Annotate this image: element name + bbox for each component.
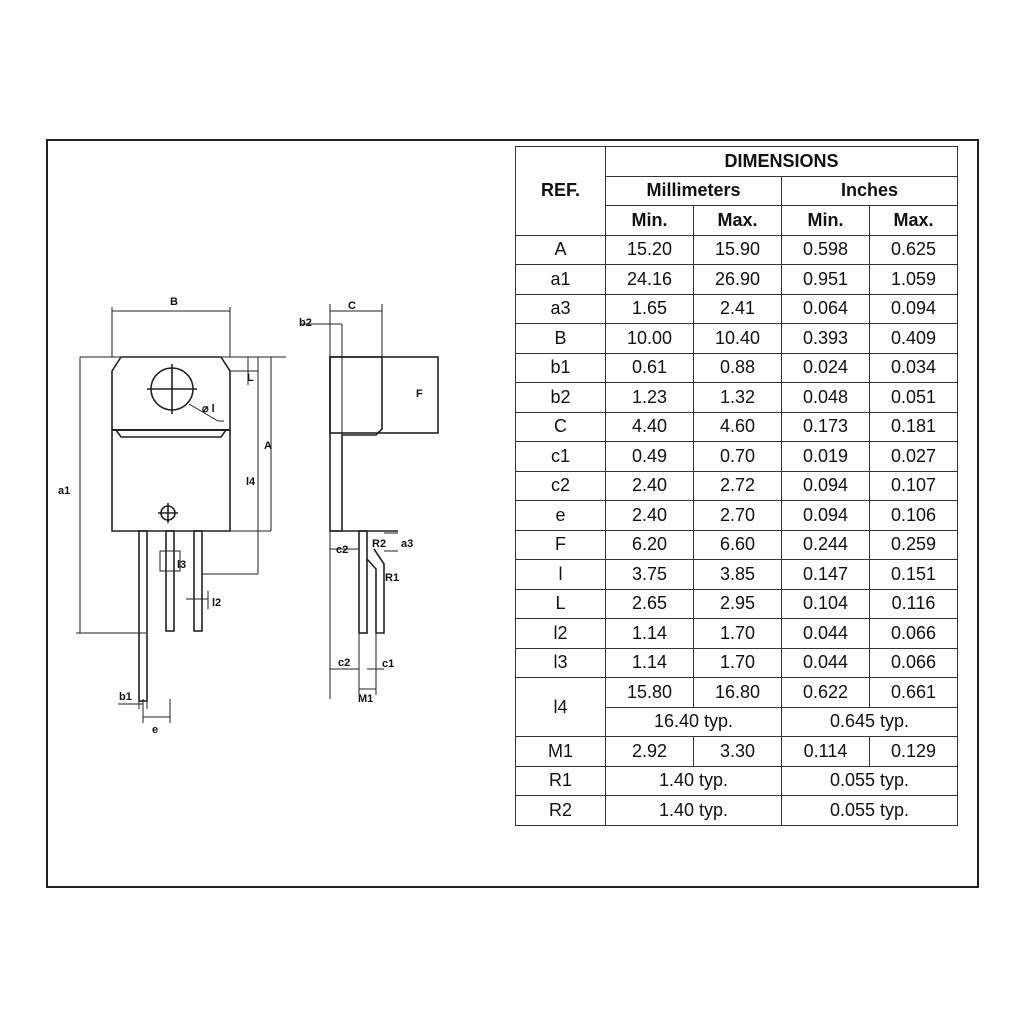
ref-cell: R2 <box>516 796 606 826</box>
table-row <box>516 412 958 442</box>
ref-cell: A <box>516 235 606 265</box>
table-row <box>516 501 958 531</box>
package-outline-svg <box>46 139 506 888</box>
in-max-cell: 0.107 <box>870 471 958 501</box>
side-lead-bend <box>367 549 384 633</box>
in-min-cell: 0.048 <box>782 383 870 413</box>
in-typ-cell: 0.645 typ. <box>782 707 958 737</box>
ref-cell: l2 <box>516 619 606 649</box>
in-max-cell: 0.661 <box>870 678 958 708</box>
in-min-cell: 0.147 <box>782 560 870 590</box>
mm-typ-cell: 16.40 typ. <box>606 707 782 737</box>
mm-min-cell: 4.40 <box>606 412 694 442</box>
in-min-cell: 0.104 <box>782 589 870 619</box>
label-L: L <box>247 372 254 384</box>
mm-max-cell: 4.60 <box>694 412 782 442</box>
in-min-cell: 0.622 <box>782 678 870 708</box>
table-row <box>516 324 958 354</box>
lead-center <box>166 531 174 631</box>
in-max-cell: 0.259 <box>870 530 958 560</box>
mm-max-cell: 2.72 <box>694 471 782 501</box>
in-min-cell: 0.114 <box>782 737 870 767</box>
in-max-cell: 0.066 <box>870 619 958 649</box>
in-min-cell: 0.019 <box>782 442 870 472</box>
mm-min-cell: 2.40 <box>606 471 694 501</box>
dimensions-table <box>515 146 958 826</box>
mm-max-cell: 1.32 <box>694 383 782 413</box>
in-min-cell: 0.598 <box>782 235 870 265</box>
table-row <box>516 796 958 826</box>
mm-max-cell: 16.80 <box>694 678 782 708</box>
in-max-header: Max. <box>870 206 958 236</box>
ref-cell: F <box>516 530 606 560</box>
label-A: A <box>264 440 272 452</box>
mm-max-cell: 0.88 <box>694 353 782 383</box>
mm-typ-cell: 1.40 typ. <box>606 766 782 796</box>
tab-outline <box>112 357 230 531</box>
mm-max-cell: 2.70 <box>694 501 782 531</box>
mm-min-cell: 1.14 <box>606 619 694 649</box>
label-l3: l3 <box>177 559 187 571</box>
side-lead <box>359 531 367 633</box>
table-row <box>516 678 958 708</box>
ref-cell: c1 <box>516 442 606 472</box>
ref-cell: l <box>516 560 606 590</box>
ref-cell: a3 <box>516 294 606 324</box>
ref-cell: b1 <box>516 353 606 383</box>
ref-cell: L <box>516 589 606 619</box>
mm-max-cell: 26.90 <box>694 265 782 295</box>
in-min-cell: 0.244 <box>782 530 870 560</box>
table-row <box>516 766 958 796</box>
table-row <box>516 619 958 649</box>
label-c2-bottom: c2 <box>338 657 351 669</box>
in-max-cell: 1.059 <box>870 265 958 295</box>
mm-max-cell: 3.85 <box>694 560 782 590</box>
in-min-cell: 0.173 <box>782 412 870 442</box>
in-max-cell: 0.027 <box>870 442 958 472</box>
table-row <box>516 265 958 295</box>
table-row <box>516 471 958 501</box>
label-diameter: ⌀ l <box>202 403 215 415</box>
table-row <box>516 294 958 324</box>
ref-cell: M1 <box>516 737 606 767</box>
label-R1: R1 <box>385 572 400 584</box>
label-c1: c1 <box>382 658 395 670</box>
ref-cell: C <box>516 412 606 442</box>
body-chamfer <box>116 430 226 437</box>
mm-max-cell: 15.90 <box>694 235 782 265</box>
in-min-cell: 0.024 <box>782 353 870 383</box>
label-a1: a1 <box>58 485 71 497</box>
label-R2: R2 <box>372 538 387 550</box>
mm-min-cell: 2.40 <box>606 501 694 531</box>
millimeters-header: Millimeters <box>606 176 782 206</box>
ref-cell: b2 <box>516 383 606 413</box>
label-C: C <box>348 300 356 312</box>
ref-cell: R1 <box>516 766 606 796</box>
table-row <box>516 442 958 472</box>
mm-min-cell: 15.20 <box>606 235 694 265</box>
ref-cell: c2 <box>516 471 606 501</box>
table-row <box>516 560 958 590</box>
inches-header: Inches <box>782 176 958 206</box>
ref-cell: l3 <box>516 648 606 678</box>
in-min-header: Min. <box>782 206 870 236</box>
in-min-cell: 0.064 <box>782 294 870 324</box>
in-max-cell: 0.094 <box>870 294 958 324</box>
mm-min-cell: 1.23 <box>606 383 694 413</box>
in-max-cell: 0.116 <box>870 589 958 619</box>
mm-min-cell: 0.61 <box>606 353 694 383</box>
mm-typ-cell: 1.40 typ. <box>606 796 782 826</box>
in-min-cell: 0.044 <box>782 619 870 649</box>
in-min-cell: 0.094 <box>782 501 870 531</box>
mm-min-cell: 15.80 <box>606 678 694 708</box>
in-min-cell: 0.094 <box>782 471 870 501</box>
mm-min-cell: 1.14 <box>606 648 694 678</box>
label-b1: b1 <box>119 691 132 703</box>
table-row <box>516 235 958 265</box>
mm-max-cell: 10.40 <box>694 324 782 354</box>
side-view-outline <box>330 357 382 531</box>
in-max-cell: 0.409 <box>870 324 958 354</box>
ref-cell: e <box>516 501 606 531</box>
mm-max-cell: 1.70 <box>694 648 782 678</box>
mm-min-cell: 6.20 <box>606 530 694 560</box>
mm-max-cell: 6.60 <box>694 530 782 560</box>
mm-min-cell: 2.92 <box>606 737 694 767</box>
mm-max-cell: 3.30 <box>694 737 782 767</box>
table-row <box>516 383 958 413</box>
ref-header: REF. <box>516 147 606 236</box>
mm-max-cell: 0.70 <box>694 442 782 472</box>
in-max-cell: 0.066 <box>870 648 958 678</box>
label-l4: l4 <box>246 476 256 488</box>
table-row <box>516 589 958 619</box>
table-row <box>516 648 958 678</box>
ref-cell: l4 <box>516 678 606 737</box>
mm-min-cell: 24.16 <box>606 265 694 295</box>
in-max-cell: 0.129 <box>870 737 958 767</box>
in-min-cell: 0.044 <box>782 648 870 678</box>
table-row <box>516 530 958 560</box>
in-max-cell: 0.051 <box>870 383 958 413</box>
lead-left <box>139 531 147 701</box>
mm-min-cell: 0.49 <box>606 442 694 472</box>
label-F: F <box>416 388 423 400</box>
in-typ-cell: 0.055 typ. <box>782 766 958 796</box>
label-l2: l2 <box>212 597 222 609</box>
mm-min-cell: 1.65 <box>606 294 694 324</box>
label-b2: b2 <box>299 317 312 329</box>
label-a3: a3 <box>401 538 414 550</box>
label-c2-top: c2 <box>336 544 349 556</box>
mm-min-cell: 10.00 <box>606 324 694 354</box>
table-row <box>516 737 958 767</box>
in-typ-cell: 0.055 typ. <box>782 796 958 826</box>
in-max-cell: 0.106 <box>870 501 958 531</box>
ref-cell: a1 <box>516 265 606 295</box>
in-max-cell: 0.034 <box>870 353 958 383</box>
in-max-cell: 0.625 <box>870 235 958 265</box>
package-drawing <box>46 139 506 888</box>
in-max-cell: 0.151 <box>870 560 958 590</box>
lead-right <box>194 531 202 631</box>
mm-min-cell: 2.65 <box>606 589 694 619</box>
mm-max-header: Max. <box>694 206 782 236</box>
label-B: B <box>170 296 178 308</box>
mm-min-header: Min. <box>606 206 694 236</box>
in-max-cell: 0.181 <box>870 412 958 442</box>
mm-min-cell: 3.75 <box>606 560 694 590</box>
mm-max-cell: 2.41 <box>694 294 782 324</box>
in-min-cell: 0.951 <box>782 265 870 295</box>
label-e: e <box>152 724 159 736</box>
mm-max-cell: 1.70 <box>694 619 782 649</box>
label-M1: M1 <box>358 693 374 705</box>
table-row <box>516 353 958 383</box>
in-min-cell: 0.393 <box>782 324 870 354</box>
dimensions-header: DIMENSIONS <box>606 147 958 177</box>
ref-cell: B <box>516 324 606 354</box>
mm-max-cell: 2.95 <box>694 589 782 619</box>
